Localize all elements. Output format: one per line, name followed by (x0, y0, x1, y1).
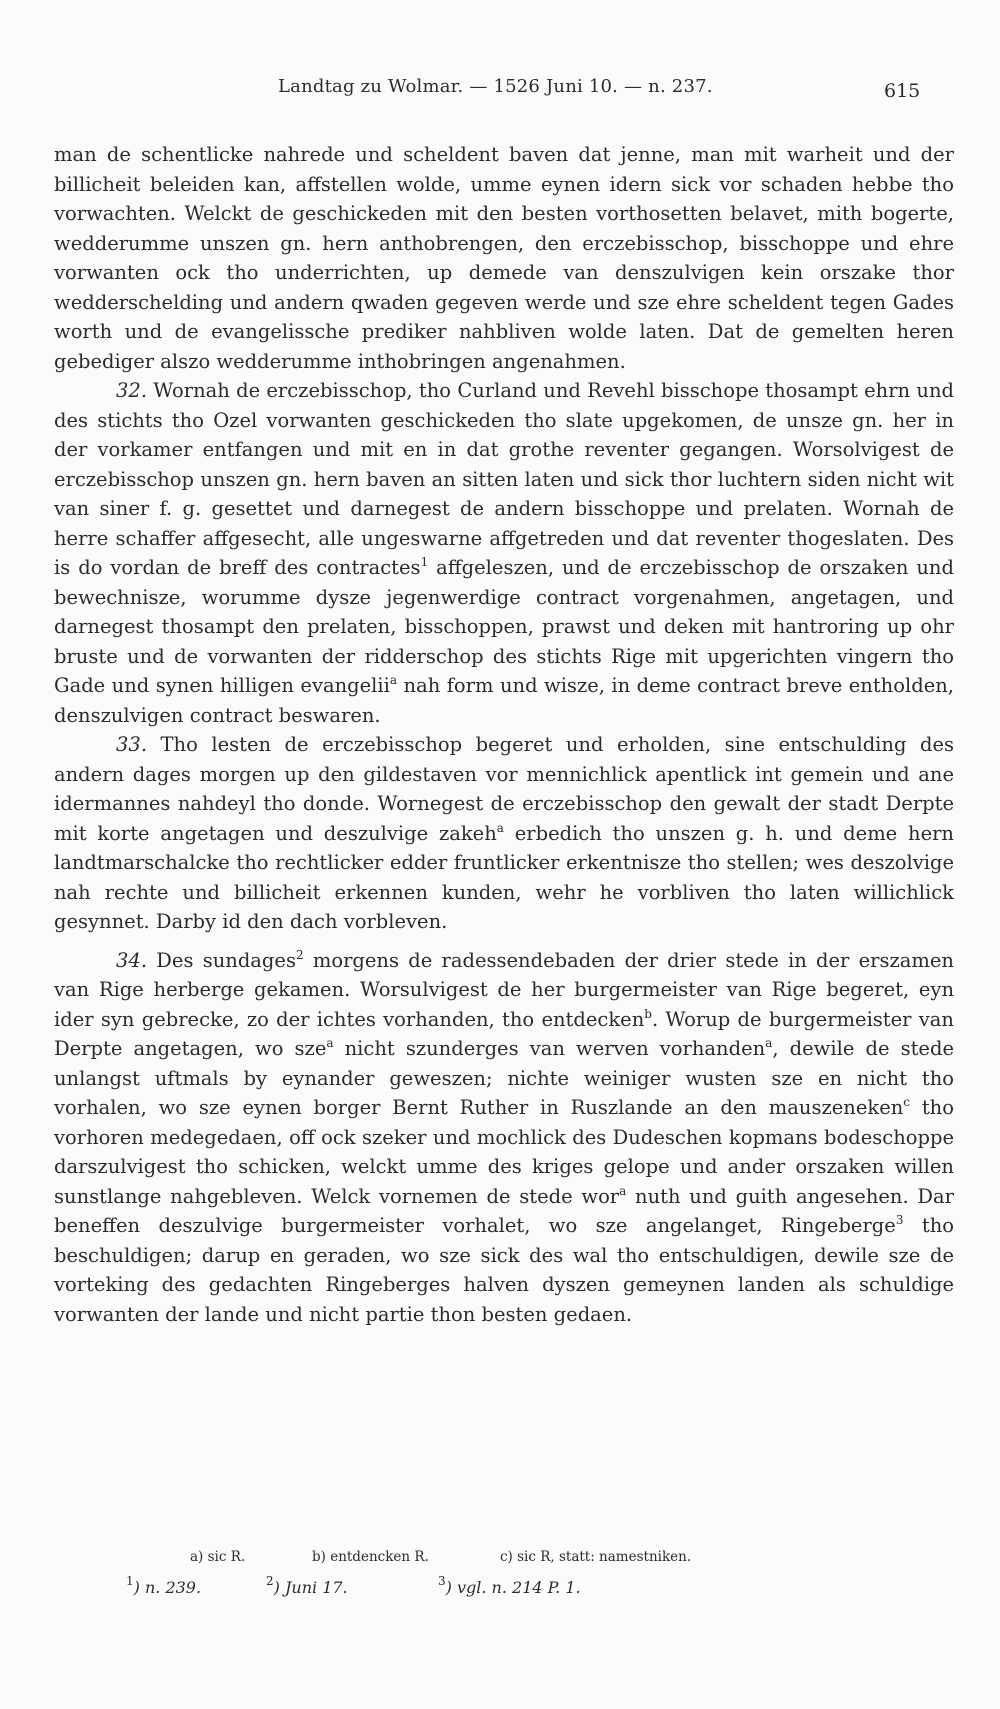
textnote-ref: a (389, 673, 398, 687)
footnote-mark: 2 (266, 1574, 274, 1588)
paragraph-text: affgeleszen, und de erczebisschop de orszaken und bewechnisze, worumme dysze jegenwerdige contract vorgenahmen, angetagen, und darnegest thosampt den prelaten, bisschoppen, prawst und deken mit hantroring up ohr bruste und de vorwanten der ridderschop des stichts Rige mit upgerichten vingern tho Gade und synen hilligen evangelii (54, 556, 954, 697)
running-head: Landtag zu Wolmar. — 1526 Juni 10. — n. 237. (278, 76, 713, 97)
paragraph-text: Tho lesten de erczebisschop begeret und erholden, sine entschulding des andern dages morgen up den gildestaven vor mennichlick apentlick int gemein und ane idermannes nahdeyl tho donde. Wornegest de erczebisschop den gewalt der stadt Derpte mit korte angetagen und deszulvige zakeh (54, 733, 954, 845)
textnote-ref: a (326, 1036, 334, 1050)
footnotes (0, 1574, 1000, 1604)
textnote-ref: c (903, 1095, 911, 1109)
footnote-ref: 3 (895, 1213, 904, 1227)
footnote-mark: 1 (126, 1574, 134, 1588)
page-header (0, 76, 1000, 106)
textnote-ref: a (496, 820, 504, 835)
paragraph-continuation (54, 140, 954, 376)
paragraph-text: Des sundages (147, 948, 296, 972)
paragraph-text: tho vorhoren medegedaen, off ock szeker und mochlick des Dudeschen kopmans bodeschoppe darszulvigest tho schicken, welckt umme des kriges gelope und ander orszaken willen sunstlange nahgebleven. Welck vornemen de stede wor (54, 1096, 954, 1208)
footnote-text: ) n. 239. (133, 1578, 202, 1597)
page-number: 615 (884, 80, 921, 102)
paragraph-text: morgens de radessendebaden der drier stede in der erszamen van Rige herberge gekamen. Worsulvigest de her burgermeister van Rige begeret, eyn ider syn gebrecke, zo der ichtes vorhanden, tho entdecken (54, 948, 954, 1031)
footnote-1 (126, 1574, 202, 1597)
paragraph-text: man de schentlicke nahrede und scheldent baven dat jenne, man mit warheit und der billicheit beleiden kan, affstellen wolde, umme eynen idern sick vor schaden hebbe tho vorwachten. Welckt de geschickeden mit den besten vorthosetten belavet, mith bogerte, wedderumme unszen gn. hern anthobrengen, den erczebisschop, bisschoppe und ehre vorwanten ock tho underrichten, up demede van denszulvigen kein orszake thor wedderschelding und andern qwaden gegeven werde und sze ehre scheldent tegen Gades worth und de evangelissche prediker nahbliven wolde laten. Dat de gemelten heren gebediger alszo wedderumme inthobringen angenahmen. (54, 143, 954, 373)
paragraph-33 (54, 730, 954, 937)
textnote-b: b) entdencken R. (312, 1549, 429, 1565)
footnote-mark: 3 (438, 1574, 446, 1588)
textnote-c: c) sic R, statt: namestniken. (500, 1549, 692, 1565)
body-text (54, 140, 954, 1329)
paragraph-text: , dewile de stede unlangst uftmals by eynander geweszen; nichte weiniger wusten sze en nicht tho vorhalen, wo sze eynen borger Bernt Ruther in Ruszlande an den mauszeneken (54, 1037, 954, 1119)
paragraph-text: nicht szunderges van werven vorhanden (333, 1037, 766, 1060)
section-number: 34. (116, 948, 148, 972)
paragraph-text: tho beschuldigen; darup en geraden, wo sze sick des wal tho entschuldigen, dewile sze de vorteking des gedachten Ringeberges halven dyszen gemeynen landen als schuldige vorwanten der lande und nicht partie thon besten gedaen. (54, 1214, 954, 1326)
textual-notes (0, 1549, 1000, 1571)
footnote-2 (266, 1574, 348, 1597)
paragraph-text: . Worup de burgermeister van Derpte angetagen, wo sze (54, 1007, 954, 1060)
paragraph-text: nah form und wisze, in deme contract breve entholden, denszulvigen contract beswaren. (54, 674, 954, 727)
textnote-a: a) sic R. (190, 1549, 246, 1565)
paragraph-text: Wornah de erczebisschop, tho Curland und Revehl bisschope thosampt ehrn und des stichts tho Ozel vorwanten geschickeden tho slate upgekomen, de unsze gn. her in der vorkamer entfangen und mit en in dat grothe reventer gegangen. Worsolvigest de erczebisschop unszen gn. hern baven an sitten laten und sick thor luchtern siden nicht wit van siner f. g. gesettet und darnegest de andern bisschoppe und prelaten. Wornah de herre schaffer affgesecht, alle ungeswarne affgetreden und dat reventer thogeslaten. Des is do vordan de breff des contractes (54, 379, 954, 579)
footnote-3 (438, 1574, 581, 1597)
footnote-ref: 1 (420, 555, 429, 569)
footnote-text: ) Juni 17. (273, 1578, 348, 1597)
section-number: 33. (116, 733, 148, 756)
paragraph-34 (54, 946, 954, 1330)
section-number: 32. (116, 379, 148, 402)
textnote-ref: a (765, 1036, 773, 1050)
paragraph-32 (54, 376, 954, 730)
paragraph-text: erbedich tho unszen g. h. und deme hern landtmarschalcke tho rechtlicker edder fruntlicker erkentnisze tho stellen; wes deszolvige nah rechte und billicheit erkennen kunden, wehr he vorbliven tho laten willichlick gesynnet. Darby id den dach vorbleven. (54, 821, 954, 933)
textnote-ref: b (644, 1006, 652, 1021)
textnote-ref: a (619, 1183, 627, 1198)
footnote-text: ) vgl. n. 214 P. 1. (445, 1578, 581, 1597)
paragraph-text: nuth und guith angesehen. Dar beneffen deszulvige burgermeister vorhalet, wo sze angelanget, Ringeberge (54, 1184, 954, 1237)
footnote-ref: 2 (295, 947, 304, 962)
